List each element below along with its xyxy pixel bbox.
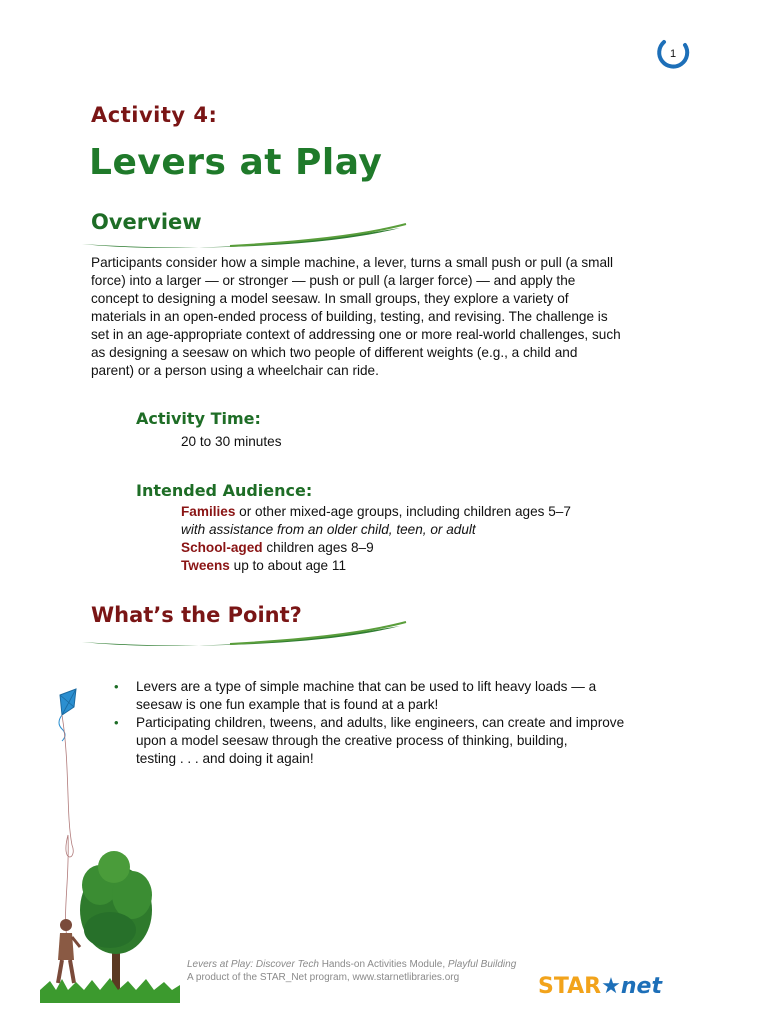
footer-module-name: Playful Building: [447, 959, 517, 970]
audience-tweens: [181, 558, 346, 573]
swoosh-divider-icon: [80, 620, 410, 650]
list-item: [112, 714, 692, 768]
audience-families-text: or other mixed-age groups, including children ages 5–7: [235, 504, 571, 519]
activity-time-heading: Activity Time:: [136, 409, 261, 428]
audience-school-text: children ages 8–9: [262, 540, 374, 555]
overview-line: set in an age-appropriate context of addressing one or more real-world challenges, such: [91, 327, 621, 342]
bullet-line: Participating children, tweens, and adults, like engineers, can create and improve: [136, 715, 625, 730]
overview-paragraph: [91, 254, 691, 380]
footer-credit: [187, 958, 516, 984]
point-bullet-list: [112, 678, 692, 768]
footer-line-2: A product of the STAR_Net program, www.starnetlibraries.org: [187, 972, 460, 983]
logo-star-text: STAR: [538, 974, 602, 999]
activity-label: Activity 4:: [91, 103, 218, 127]
overview-line: concept to designing a model seesaw. In small groups, they explore a variety of: [91, 291, 569, 306]
page-number: 1: [669, 48, 677, 60]
page-title: Levers at Play: [89, 142, 383, 183]
bullet-icon: •: [114, 679, 119, 694]
swoosh-divider-icon: [80, 222, 410, 252]
bullet-line: seesaw is one fun example that is found at a park!: [136, 697, 439, 712]
audience-tweens-label: Tweens: [181, 558, 230, 573]
footer-module: Hands-on Activities Module,: [318, 959, 448, 970]
audience-school-label: School-aged: [181, 540, 263, 555]
audience-heading: Intended Audience:: [136, 481, 313, 500]
overview-heading: Overview: [91, 210, 202, 234]
audience-families-note: with assistance from an older child, teen, or adult: [181, 522, 476, 537]
bullet-line: upon a model seesaw through the creative process of thinking, building,: [136, 733, 568, 748]
page-number-badge: [655, 36, 691, 72]
audience-families: [181, 504, 571, 519]
audience-families-label: Families: [181, 504, 236, 519]
footer-line-1: [187, 958, 516, 971]
overview-line: as designing a seesaw on which two people of different weights (e.g., a child and: [91, 345, 578, 360]
bullet-icon: •: [114, 715, 119, 730]
overview-line: Participants consider how a simple machine, a lever, turns a small push or pull (a small: [91, 255, 614, 270]
starnet-logo: [538, 974, 662, 999]
overview-line: parent) or a person using a wheelchair can ride.: [91, 363, 379, 378]
logo-net-text: net: [620, 974, 662, 999]
overview-line: materials in an open-ended process of building, testing, and revising. The challenge is: [91, 309, 608, 324]
list-item: [112, 678, 692, 714]
audience-school-aged: [181, 540, 374, 555]
bullet-line: testing . . . and doing it again!: [136, 751, 314, 766]
star-icon: ★: [601, 974, 621, 999]
footer-title: Levers at Play: Discover Tech: [187, 959, 319, 970]
overview-line: force) into a larger — or stronger — push or pull (a larger force) — and apply the: [91, 273, 576, 288]
activity-time-value: 20 to 30 minutes: [181, 434, 282, 449]
kite-tree-illustration-icon: [40, 685, 180, 1005]
bullet-line: Levers are a type of simple machine that can be used to lift heavy loads — a: [136, 679, 597, 694]
point-heading: What’s the Point?: [91, 603, 302, 627]
audience-tweens-text: up to about age 11: [229, 558, 347, 573]
